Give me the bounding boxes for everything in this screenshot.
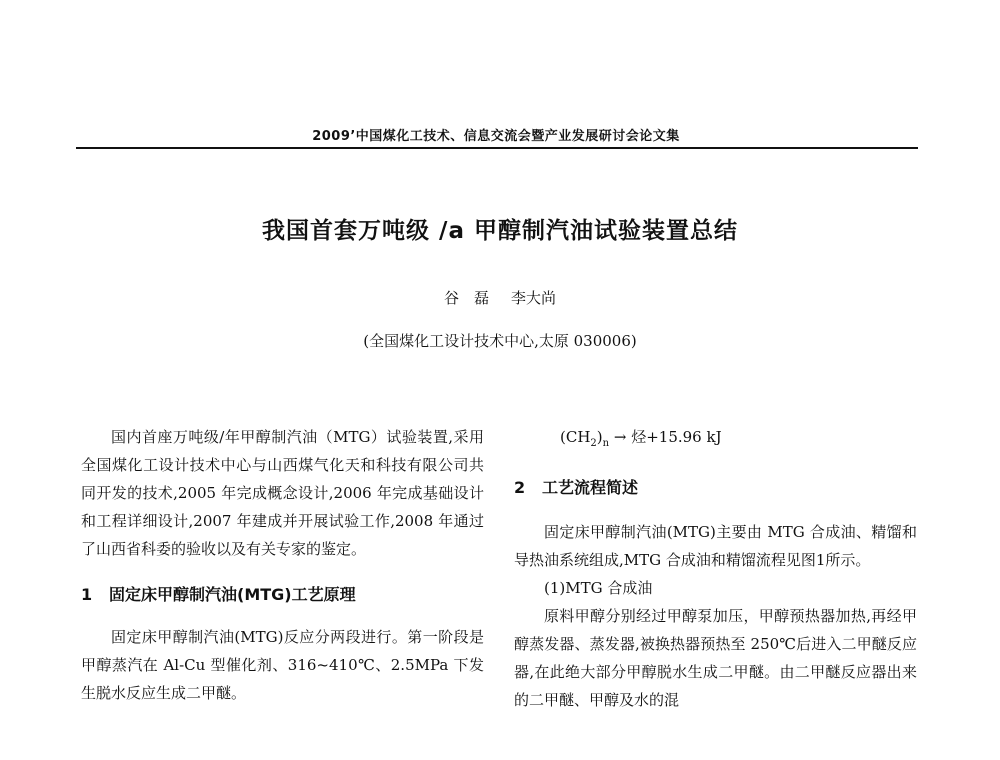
section-number: 2 [514, 478, 526, 497]
formula-paren: ) [596, 428, 603, 446]
header-rule [76, 147, 918, 149]
author-name: 谷 磊 [443, 289, 489, 307]
section-heading-1 [81, 581, 484, 609]
paper-title: 我国首套万吨级 /a 甲醇制汽油试验装置总结 [262, 218, 738, 244]
section-heading-2 [514, 474, 917, 502]
formula-subscript: n [602, 438, 610, 449]
formula-rhs: → 烃+15.96 kJ [609, 428, 722, 446]
left-column [81, 423, 484, 707]
authors [0, 287, 1000, 308]
formula-subscript: 2 [590, 438, 597, 449]
right-column [514, 423, 917, 714]
section1-paragraph: 固定床甲醇制汽油(MTG)反应分两段进行。第一阶段是甲醇蒸汽在 Al-Cu 型催化剂、316~410℃、2.5MPa 下发生脱水反应生成二甲醚。 [81, 628, 484, 702]
section-title: 固定床甲醇制汽油(MTG)工艺原理 [109, 585, 356, 604]
section-number: 1 [81, 585, 93, 604]
section2-paragraph: 固定床甲醇制汽油(MTG)主要由 MTG 合成油、精馏和导热油系统组成,MTG 合成油和精馏流程见图1所示。 [514, 523, 917, 569]
running-header: 2009’中国煤化工技术、信息交流会暨产业发展研讨会论文集 [312, 129, 680, 144]
section-title: 工艺流程简述 [542, 478, 639, 497]
reaction-formula [560, 423, 917, 458]
author-name: 李大尚 [511, 289, 557, 307]
formula-lhs: (CH [560, 428, 591, 446]
subsection-paragraph: 原料甲醇分别经过甲醇泵加压，甲醇预热器加热,再经甲醇蒸发器、蒸发器,被换热器预热至 250℃后进入二甲醚反应器,在此绝大部分甲醇脱水生成二甲醚。由二甲醚反应器出来的二甲醚、甲醇及水的混 [514, 607, 917, 709]
subsection-label: (1)MTG 合成油 [544, 579, 653, 597]
affiliation: (全国煤化工设计技术中心,太原 030006) [363, 332, 637, 350]
intro-paragraph: 国内首座万吨级/年甲醇制汽油（MTG）试验装置,采用全国煤化工设计技术中心与山西煤气化天和科技有限公司共同开发的技术,2005 年完成概念设计,2006 年完成基础设计和工程详细设计,2007 年建成并开展试验工作,2008 年通过了山西省科委的验收以及有关专家的鉴定。 [81, 428, 484, 558]
